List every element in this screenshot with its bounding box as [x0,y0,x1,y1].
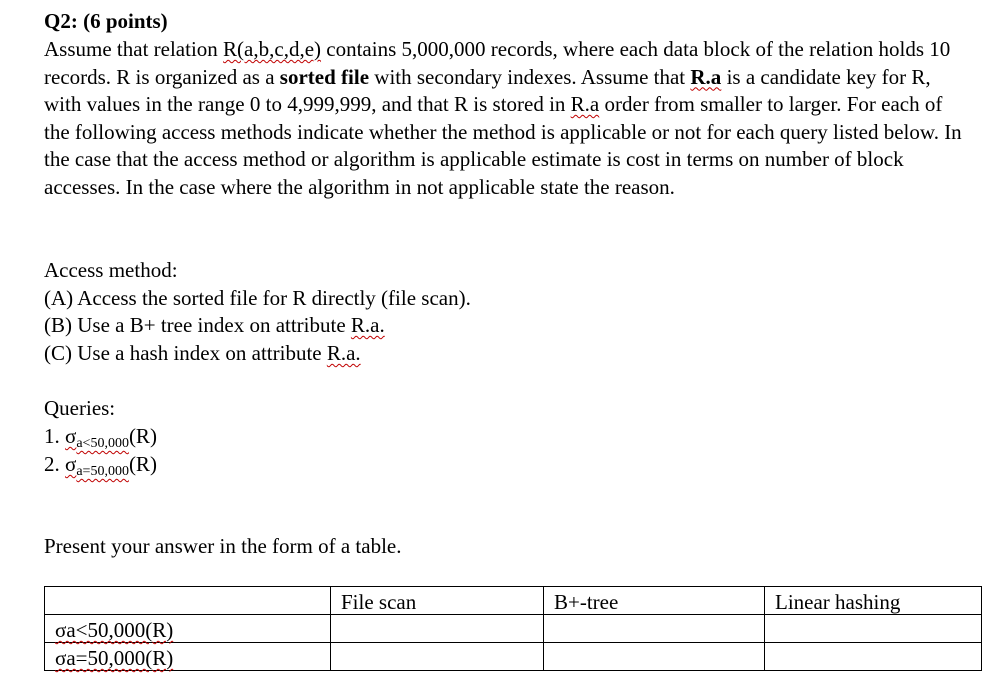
answer-cell[interactable] [544,643,765,671]
method-c-text: (C) Use a hash index on attribute [44,341,327,365]
query-2-sigma: σ [65,452,77,476]
header-bplus-tree: B+-tree [544,587,765,615]
query-1-sigma: σ [65,424,77,448]
question-paragraph [44,36,969,201]
para-text-4: is a candidate key for R, with values in the range 0 to 4,999,999, and that R is stored in [44,64,931,116]
answer-cell[interactable] [331,643,544,671]
para-text-5: order from smaller to larger. For each of the following access methods indicate whether the method is applicable or not for each query listed below. In the case that the access method or algorithm is applicable estimate is cost in terms on number of block accesses. In the case where the algorithm in not applicable state the reason. [44,92,962,199]
method-a: (A) Access the sorted file for R directly (file scan). [44,286,471,310]
row-1-label: σa<50,000(R) [55,618,174,642]
answer-cell[interactable] [544,615,765,643]
query-2-relation: (R) [128,452,157,476]
method-c-attr: R.a. [326,341,361,365]
table-row [45,615,982,643]
answer-cell[interactable] [331,615,544,643]
header-linear-hashing: Linear hashing [765,587,982,615]
para-text-1: Assume that relation [44,37,224,61]
query-1-relation: (R) [128,424,157,448]
answer-cell[interactable] [765,643,982,671]
para-text-3: with secondary indexes. Assume that [369,64,691,89]
queries-heading: Queries: [44,396,116,420]
query-1-num: 1. [44,424,65,448]
para-text-2: contains 5,000,000 records, where each data block of the relation holds 10 records. R is organized as a [44,37,951,89]
row-2-label: σa=50,000(R) [55,646,174,670]
method-b-text: (B) Use a B+ tree index on attribute [44,313,351,337]
relation-schema: R(a,b,c,d,e) [223,37,322,61]
candidate-key-attr: R.a [690,64,722,89]
instruction-text: Present your answer in the form of a table. [44,534,402,558]
sorted-file-emphasis: sorted file [279,64,370,89]
sort-order-attr: R.a [570,92,600,116]
header-cell-empty [45,587,331,615]
query-2 [44,451,157,485]
method-b [44,312,385,338]
method-c [44,340,361,366]
table-header-row [45,587,982,615]
row-query-label [45,615,331,643]
row-query-label [45,643,331,671]
header-file-scan: File scan [331,587,544,615]
answer-table [44,586,982,671]
query-1-condition: a<50,000 [76,436,129,451]
query-2-condition: a=50,000 [76,464,129,479]
method-b-attr: R.a. [350,313,385,337]
table-row [45,643,982,671]
access-method-heading: Access method: [44,258,178,282]
question-title: Q2: (6 points) [44,9,168,33]
query-2-num: 2. [44,452,65,476]
answer-cell[interactable] [765,615,982,643]
